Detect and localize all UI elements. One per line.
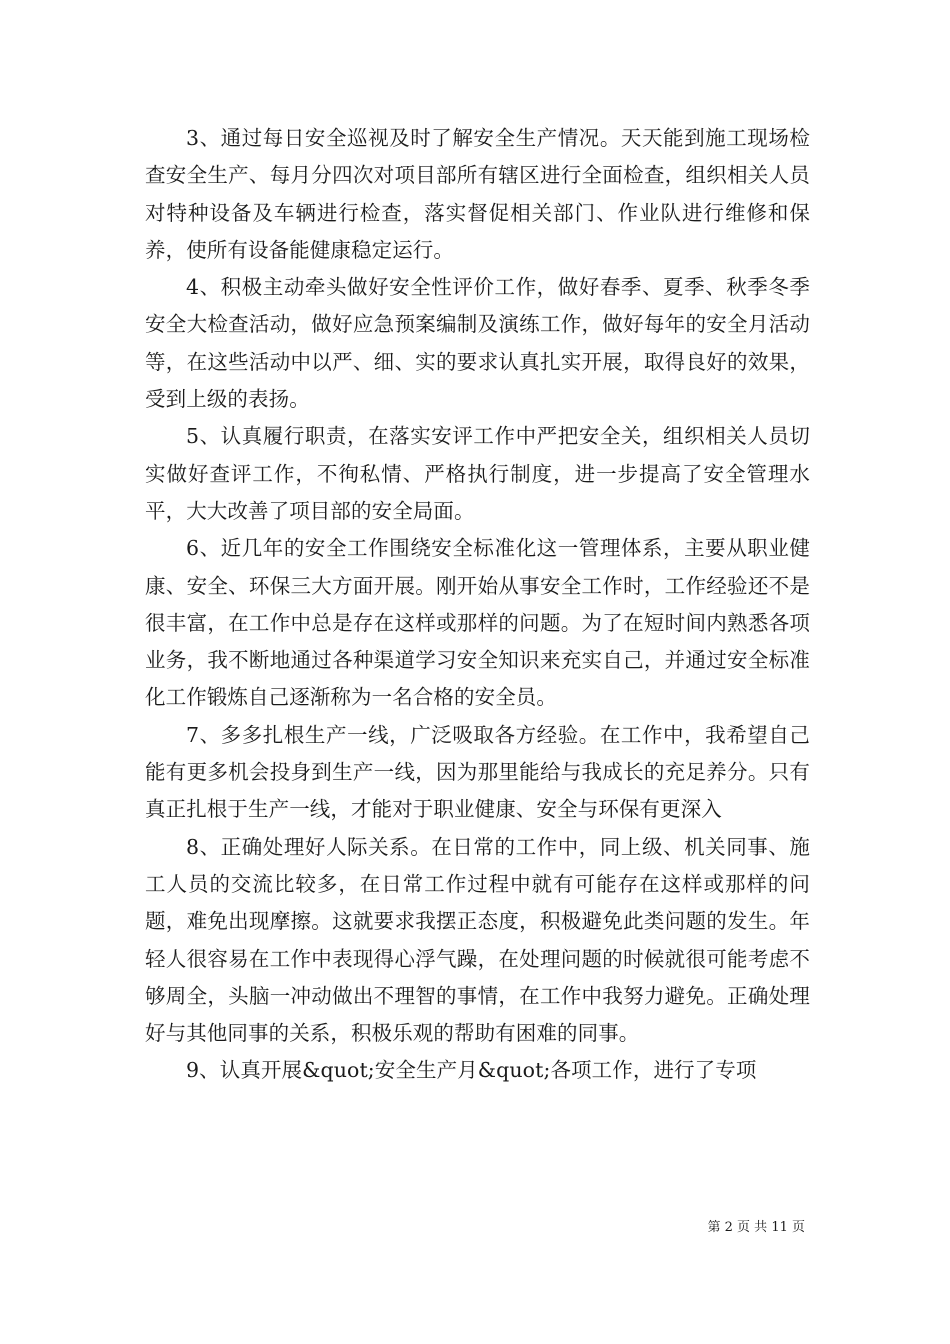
paragraph-7: 7、多多扎根生产一线，广泛吸取各方经验。在工作中，我希望自己能有更多机会投身到生产一线，因为那里能给与我成长的充足养分。只有真正扎根于生产一线，才能对于职业健康、安全与环保有更深入 <box>145 722 810 822</box>
paragraph-8: 8、正确处理好人际关系。在日常的工作中，同上级、机关同事、施工人员的交流比较多，在日常工作过程中就有可能存在这样或那样的问题，难免出现摩擦。这就要求我摆正态度，积极避免此类问题的发生。年轻人很容易在工作中表现得心浮气躁，在处理问题的时候就很可能考虑不够周全，头脑一冲动做出不理智的事情，在工作中我努力避免。正确处理好与其他同事的关系，积极乐观的帮助有困难的同事。 <box>145 834 810 1046</box>
paragraph-4: 4、积极主动牵头做好安全性评价工作，做好春季、夏季、秋季冬季安全大检查活动，做好应急预案编制及演练工作，做好每年的安全月活动等，在这些活动中以严、细、实的要求认真扎实开展，取得良好的效果，受到上级的表扬。 <box>145 275 810 412</box>
document-body <box>145 120 810 1090</box>
paragraph-9: 9、认真开展&quot;安全生产月&quot;各项工作，进行了专项 <box>186 1058 757 1083</box>
page-number-footer: 第 2 页 共 11 页 <box>707 1220 805 1235</box>
paragraph-6: 6、近几年的安全工作围绕安全标准化这一管理体系，主要从职业健康、安全、环保三大方面开展。刚开始从事安全工作时，工作经验还不是很丰富，在工作中总是存在这样或那样的问题。为了在短时间内熟悉各项业务，我不断地通过各种渠道学习安全知识来充实自己，并通过安全标准化工作锻炼自己逐渐称为一名合格的安全员。 <box>145 536 810 710</box>
paragraph-5: 5、认真履行职责，在落实安评工作中严把安全关，组织相关人员切实做好查评工作，不徇私情、严格执行制度，进一步提高了安全管理水平，大大改善了项目部的安全局面。 <box>145 424 810 523</box>
paragraph-3: 3、通过每日安全巡视及时了解安全生产情况。天天能到施工现场检查安全生产、每月分四次对项目部所有辖区进行全面检查，组织相关人员对特种设备及车辆进行检查，落实督促相关部门、作业队进行维修和保养，使所有设备能健康稳定运行。 <box>145 126 810 262</box>
